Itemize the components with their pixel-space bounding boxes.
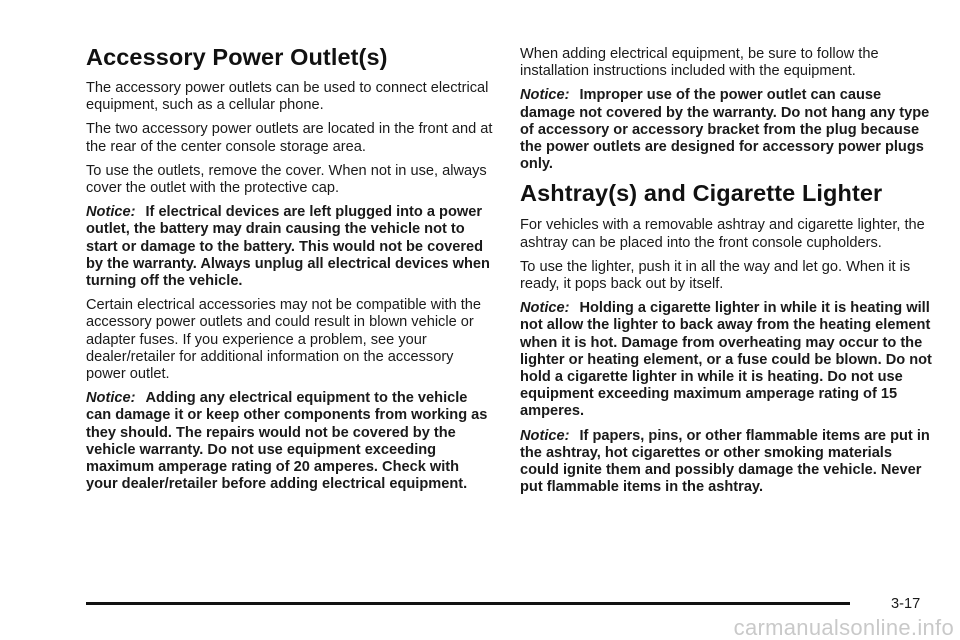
notice-label: Notice: xyxy=(520,300,570,317)
notice-label: Notice: xyxy=(86,204,136,221)
notice-paragraph xyxy=(86,204,494,290)
left-column xyxy=(86,44,494,500)
page-number: 3-17 xyxy=(891,596,921,612)
notice-paragraph xyxy=(86,390,494,493)
notice-label: Notice: xyxy=(86,390,136,407)
notice-paragraph xyxy=(520,300,932,420)
notice-text: Improper use of the power outlet can cause damage not covered by the warranty. Do not hang any type of accessory or accessory bracket from the plug because the power outlets are designed for accessory power plugs only. xyxy=(520,87,930,173)
paragraph: For vehicles with a removable ashtray and cigarette lighter, the ashtray can be placed into the front console cupholders. xyxy=(520,217,925,251)
footer-rule xyxy=(86,602,850,605)
paragraph: The two accessory power outlets are located in the front and at the rear of the center console storage area. xyxy=(86,121,493,155)
section-heading-power-outlets: Accessory Power Outlet(s) xyxy=(86,44,388,70)
paragraph: To use the lighter, push it in all the way and let go. When it is ready, it pops back out by itself. xyxy=(520,258,911,293)
notice-paragraph xyxy=(520,428,932,497)
watermark: carmanualsonline.info xyxy=(733,615,954,640)
notice-text: If papers, pins, or other flammable items are put in the ashtray, hot cigarettes or other smoking materials could ignite them and possibly damage the vehicle. Never put flammable items in the ashtray. xyxy=(520,427,930,496)
paragraph: When adding electrical equipment, be sure to follow the installation instructions included with the equipment. xyxy=(520,46,879,80)
notice-text: If electrical devices are left plugged into a power outlet, the battery may drain causing the vehicle not to start or damage to the battery. This would not be covered by the warranty. Always unplug all electrical devices when turning off the vehicle. xyxy=(86,204,490,290)
paragraph: To use the outlets, remove the cover. When not in use, always cover the outlet with the protective cap. xyxy=(86,162,487,197)
notice-text: Holding a cigarette lighter in while it is heating will not allow the lighter to back away from the heating element when it is hot. Damage from overheating may occur to the lighter or heating element, or a fuse could be blown. Do not hold a cigarette lighter in while it is heating. Do not use equipment exceeding maximum amperage rating of 15 amperes. xyxy=(520,300,932,420)
notice-label: Notice: xyxy=(520,427,570,444)
paragraph: The accessory power outlets can be used to connect electrical equipment, such as a cellular phone. xyxy=(86,80,489,114)
paragraph: Certain electrical accessories may not be compatible with the accessory power outlets and could result in blown vehicle or adapter fuses. If you experience a problem, see your dealer/retailer for additional information on the accessory power outlet. xyxy=(86,297,482,383)
notice-paragraph xyxy=(520,87,932,173)
notice-label: Notice: xyxy=(520,87,570,104)
right-column xyxy=(520,46,932,503)
section-heading-ashtray: Ashtray(s) and Cigarette Lighter xyxy=(520,180,883,207)
notice-text: Adding any electrical equipment to the vehicle can damage it or keep other components from working as they should. The repairs would not be covered by the vehicle warranty. Do not use equipment exceeding maximum amperage rating of 20 amperes. Check with your dealer/retailer before adding electrical equipment. xyxy=(86,390,488,493)
